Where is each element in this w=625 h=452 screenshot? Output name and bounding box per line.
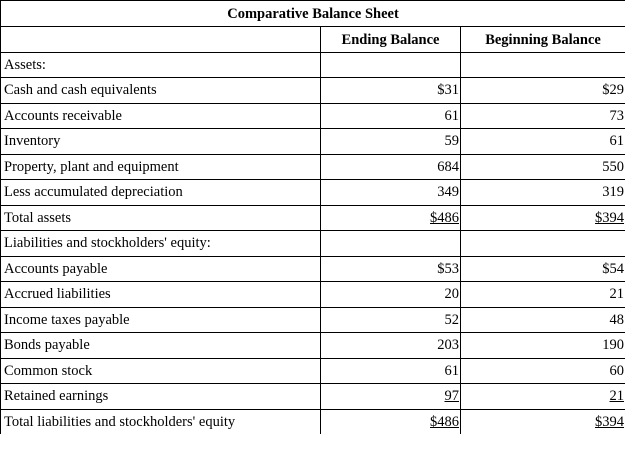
ending-balance-value: 20	[444, 286, 459, 303]
ending-balance-cell	[321, 154, 461, 180]
beginning-balance-cell	[461, 154, 625, 180]
table-row	[1, 180, 625, 206]
ending-balance-cell	[321, 231, 461, 257]
beginning-balance-value: $394	[595, 209, 625, 226]
beginning-balance-cell	[461, 333, 625, 359]
beginning-balance-cell	[461, 282, 625, 308]
ending-balance-value: $486	[430, 209, 459, 226]
beginning-balance-cell	[461, 52, 625, 78]
beginning-balance-value: 61	[609, 133, 625, 150]
row-label: Total assets	[1, 205, 321, 231]
section-label: Liabilities and stockholders' equity:	[1, 231, 321, 257]
section-label: Assets:	[1, 52, 321, 78]
beginning-balance-cell	[461, 205, 625, 231]
ending-balance-cell	[321, 205, 461, 231]
balance-sheet-body	[1, 1, 625, 435]
title-row	[1, 1, 625, 27]
ending-balance-cell	[321, 180, 461, 206]
beginning-balance-cell	[461, 231, 625, 257]
beginning-balance-cell	[461, 129, 625, 155]
table-row	[1, 282, 625, 308]
beginning-balance-cell	[461, 358, 625, 384]
table-row	[1, 205, 625, 231]
table-row	[1, 358, 625, 384]
ending-balance-value: 684	[437, 158, 459, 175]
beginning-balance-cell	[461, 103, 625, 129]
ending-balance-cell	[321, 129, 461, 155]
row-label: Property, plant and equipment	[1, 154, 321, 180]
beginning-balance-value: $394	[595, 413, 625, 430]
ending-balance-value: $486	[430, 413, 459, 430]
row-label: Retained earnings	[1, 384, 321, 410]
ending-balance-value: 59	[444, 133, 459, 150]
table-row	[1, 307, 625, 333]
row-label: Less accumulated depreciation	[1, 180, 321, 206]
ending-balance-cell	[321, 282, 461, 308]
section-row	[1, 52, 625, 78]
table-row	[1, 409, 625, 434]
beginning-balance-value: 21	[609, 286, 625, 303]
ending-balance-cell	[321, 52, 461, 78]
table-row	[1, 256, 625, 282]
beginning-balance-value: 73	[609, 107, 625, 124]
table-row	[1, 103, 625, 129]
ending-balance-cell	[321, 409, 461, 434]
beginning-balance-cell	[461, 180, 625, 206]
ending-balance-value: 61	[444, 107, 459, 124]
table-row	[1, 333, 625, 359]
table-row	[1, 384, 625, 410]
ending-balance-cell	[321, 307, 461, 333]
ending-balance-cell	[321, 78, 461, 104]
ending-balance-value: 61	[444, 362, 459, 379]
row-label: Accrued liabilities	[1, 282, 321, 308]
beginning-balance-cell	[461, 256, 625, 282]
beginning-balance-value: 190	[602, 337, 625, 354]
ending-balance-value: 97	[444, 388, 459, 405]
ending-balance-value: 349	[437, 184, 459, 201]
ending-balance-cell	[321, 103, 461, 129]
header-beginning-balance: Beginning Balance	[461, 27, 625, 53]
beginning-balance-value: $54	[602, 260, 625, 277]
header-ending-balance: Ending Balance	[321, 27, 461, 53]
table-row	[1, 78, 625, 104]
ending-balance-value: 203	[437, 337, 459, 354]
row-label: Accounts payable	[1, 256, 321, 282]
row-label: Common stock	[1, 358, 321, 384]
beginning-balance-cell	[461, 78, 625, 104]
ending-balance-cell	[321, 384, 461, 410]
row-label: Cash and cash equivalents	[1, 78, 321, 104]
section-row	[1, 231, 625, 257]
row-label: Accounts receivable	[1, 103, 321, 129]
row-label: Income taxes payable	[1, 307, 321, 333]
row-label: Bonds payable	[1, 333, 321, 359]
ending-balance-value: $53	[437, 260, 459, 277]
beginning-balance-value: $29	[602, 82, 625, 99]
ending-balance-value: $31	[437, 82, 459, 99]
beginning-balance-value: 48	[609, 311, 625, 328]
ending-balance-value: 52	[444, 311, 459, 328]
table-row	[1, 129, 625, 155]
beginning-balance-value: 60	[609, 362, 625, 379]
row-label: Inventory	[1, 129, 321, 155]
header-empty-cell	[1, 27, 321, 53]
ending-balance-cell	[321, 333, 461, 359]
beginning-balance-value: 550	[602, 158, 625, 175]
sheet-title: Comparative Balance Sheet	[1, 1, 625, 27]
beginning-balance-value: 319	[602, 184, 625, 201]
beginning-balance-cell	[461, 409, 625, 434]
beginning-balance-cell	[461, 307, 625, 333]
ending-balance-cell	[321, 256, 461, 282]
table-row	[1, 154, 625, 180]
header-row	[1, 27, 625, 53]
row-label: Total liabilities and stockholders' equity	[1, 409, 321, 434]
ending-balance-cell	[321, 358, 461, 384]
beginning-balance-value: 21	[609, 388, 625, 405]
beginning-balance-cell	[461, 384, 625, 410]
